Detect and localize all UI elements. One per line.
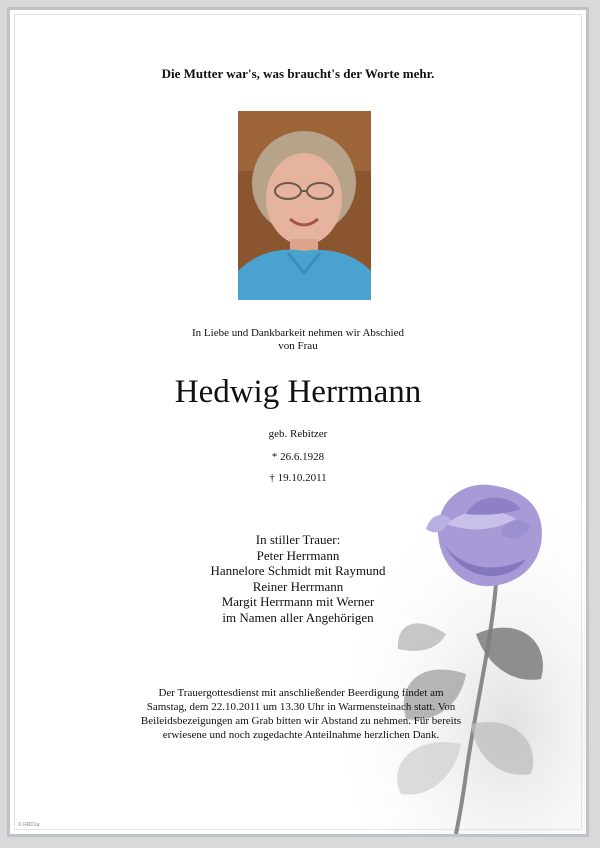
birth-name: geb. Rebitzer (268, 428, 328, 440)
service-line-1: Der Trauergottesdienst mit anschließender Beerdigung findet am (158, 687, 444, 699)
rose-image (326, 474, 586, 834)
service-line-3: Beileidsbezeigungen am Grab bitten wir Abstand zu nehmen. Für bereits (140, 715, 462, 727)
motto: Die Mutter war's, was braucht's der Worte mehr. (161, 66, 435, 81)
mourner-name: Margit Herrmann mit Werner (221, 594, 375, 609)
intro-line-2: von Frau (278, 340, 318, 352)
portrait-photo (238, 111, 371, 300)
service-line-4: erwiesene und noch zugedachte Anteilnahme herzlichen Dank. (162, 729, 440, 741)
mourner-name: Reiner Herrmann (252, 578, 344, 594)
obituary-card (7, 7, 589, 837)
birth-date: * 26.6.1928 (271, 451, 325, 463)
service-line-2: Samstag, dem 22.10.2011 um 13.30 Uhr in Warmensteinach statt. Von (146, 701, 456, 713)
mourners-block (10, 532, 586, 625)
mourner-name: Peter Herrmann (256, 547, 340, 563)
deceased-name: Hedwig Herrmann (174, 374, 422, 410)
intro-line-1: In Liebe und Dankbarkeit nehmen wir Abschied (192, 327, 404, 339)
death-date: † 19.10.2011 (269, 472, 327, 484)
copyright-mark: © RRD1a (18, 822, 40, 828)
mourners-heading: In stiller Trauer: (255, 532, 341, 547)
intro-text (10, 327, 586, 353)
mourner-name: im Namen aller Angehörigen (222, 609, 374, 625)
service-notice (120, 686, 482, 742)
mourner-name: Hannelore Schmidt mit Raymund (210, 563, 386, 578)
